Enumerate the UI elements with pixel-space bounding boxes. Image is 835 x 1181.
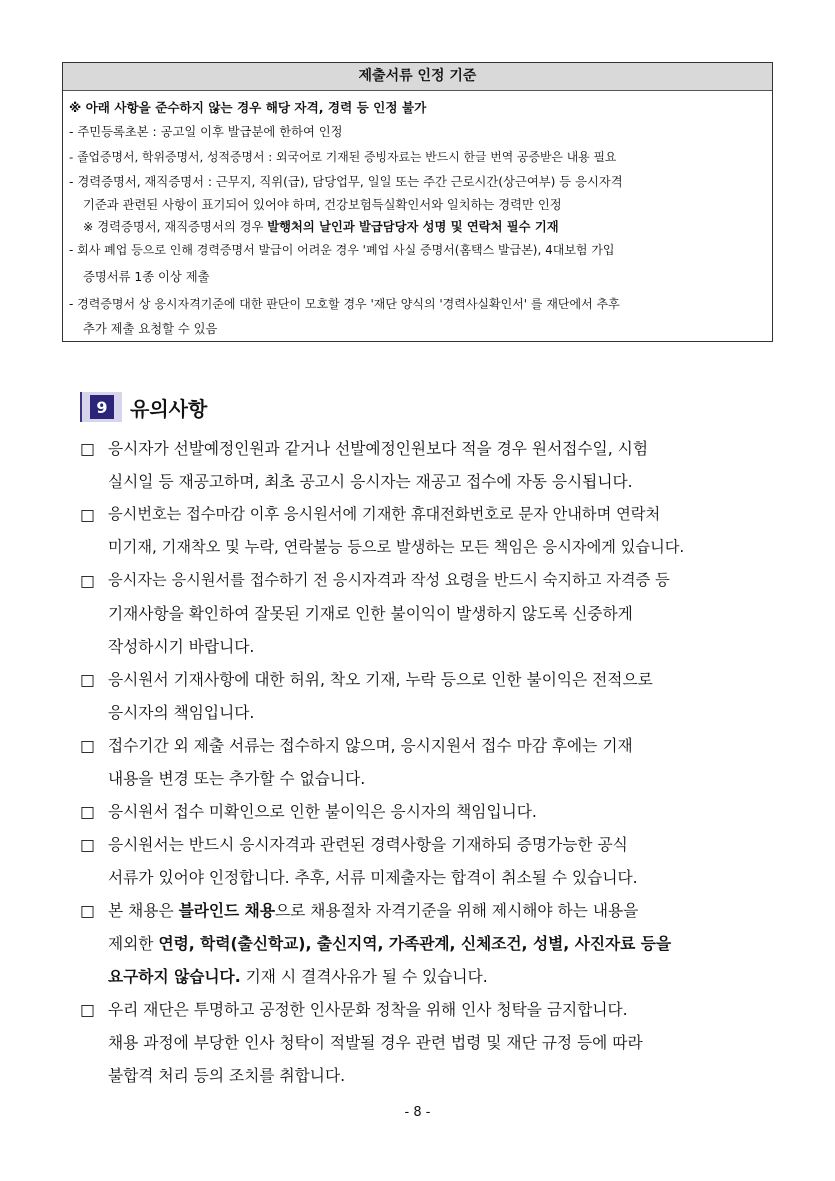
note-text: 불합격 처리 등의 조치를 취합니다. (108, 1066, 346, 1085)
criteria-line: 증명서류 1종 이상 제출 (83, 270, 210, 284)
list-item (80, 432, 780, 498)
section-number-badge (80, 392, 122, 422)
list-item (80, 795, 780, 828)
criteria-box-title: 제출서류 인정 기준 (63, 63, 772, 91)
criteria-note-emphasis: 발행처의 날인과 발급담당자 성명 및 연락처 필수 기재 (267, 220, 559, 234)
checkbox-square-icon: □ (80, 736, 95, 755)
list-item (80, 729, 780, 795)
note-text: 기재사항을 확인하여 잘못된 기재로 인한 불이익이 발생하지 않도록 신중하게 (108, 604, 633, 623)
notes-list (80, 432, 780, 1092)
criteria-line: - 회사 폐업 등으로 인해 경력증명서 발급이 어려운 경우 '폐업 사실 증명서(홈택스 발급본), 4대보험 가입 (69, 243, 615, 257)
note-text: 응시자의 책임입니다. (108, 703, 255, 722)
checkbox-square-icon: □ (80, 505, 95, 524)
checkbox-square-icon: □ (80, 802, 95, 821)
note-text: 채용 과정에 부당한 인사 청탁이 적발될 경우 관련 법령 및 재단 규정 등에 따라 (108, 1033, 643, 1052)
note-text-part: 본 채용은 (108, 901, 179, 920)
criteria-note-prefix: ※ 경력증명서, 재직증명서의 경우 (83, 220, 268, 234)
checkbox-square-icon: □ (80, 571, 95, 590)
list-item (80, 498, 780, 564)
note-text: 우리 재단은 투명하고 공정한 인사문화 정착을 위해 인사 청탁을 금지합니다. (108, 1000, 628, 1019)
note-text: 응시번호는 접수마감 이후 응시원서에 기재한 휴대전화번호로 문자 안내하며 연락처 (108, 505, 661, 523)
note-text: 작성하시기 바랍니다. (108, 637, 255, 656)
note-text: 서류가 있어야 인정합니다. 추후, 서류 미제출자는 합격이 취소될 수 있습니다. (108, 868, 638, 887)
criteria-line: - 주민등록초본 : 공고일 이후 발급분에 한하여 인정 (69, 125, 343, 139)
note-text-part: 기재 시 결격사유가 될 수 있습니다. (240, 967, 488, 986)
note-text: 응시원서는 반드시 응시자격과 관련된 경력사항을 기재하되 증명가능한 공식 (108, 835, 628, 854)
section-heading (80, 392, 207, 422)
section-number: 9 (90, 395, 114, 419)
note-emphasis: 연령, 학력(출신학교), 출신지역, 가족관계, 신체조건, 성별, 사진자료 등을 (158, 934, 672, 953)
note-text: 접수기간 외 제출 서류는 접수하지 않으며, 응시지원서 접수 마감 후에는 기재 (108, 736, 633, 755)
criteria-line: - 졸업증명서, 학위증명서, 성적증명서 : 외국어로 기재된 증빙자료는 반드시 한글 번역 공증받은 내용 필요 (69, 150, 617, 164)
criteria-warning: ※ 아래 사항을 준수하지 않는 경우 해당 자격, 경력 등 인정 불가 (69, 100, 427, 115)
checkbox-square-icon: □ (80, 901, 95, 920)
list-item (80, 828, 780, 894)
note-emphasis: 블라인드 채용 (178, 901, 275, 920)
checkbox-square-icon: □ (80, 439, 95, 458)
note-text: 응시원서 접수 미확인으로 인한 불이익은 응시자의 책임입니다. (108, 802, 537, 821)
note-text: 내용을 변경 또는 추가할 수 없습니다. (108, 769, 366, 788)
list-item (80, 564, 780, 663)
checkbox-square-icon: □ (80, 670, 95, 689)
note-text: 응시원서 기재사항에 대한 허위, 착오 기재, 누락 등으로 인한 불이익은 전적으로 (108, 670, 653, 689)
criteria-line: - 경력증명서 상 응시자격기준에 대한 판단이 모호할 경우 '재단 양식의 '경력사실확인서' 를 재단에서 추후 (69, 297, 620, 311)
document-criteria-box (62, 62, 773, 342)
criteria-box-body (63, 91, 772, 342)
note-text-part: 으로 채용절차 자격기준을 위해 제시해야 하는 내용을 (274, 901, 639, 920)
criteria-line: 기준과 관련된 사항이 표기되어 있어야 하며, 건강보험득실확인서와 일치하는 경력만 인정 (83, 198, 562, 212)
note-text: 미기재, 기재착오 및 누락, 연락불능 등으로 발생하는 모든 책임은 응시자에게 있습니다. (108, 538, 685, 556)
note-text: 응시자는 응시원서를 접수하기 전 응시자격과 작성 요령을 반드시 숙지하고 자격증 등 (108, 571, 670, 589)
note-text-part: 제외한 (108, 934, 159, 953)
checkbox-square-icon: □ (80, 835, 95, 854)
page-number: - 8 - (404, 1105, 431, 1120)
note-text (108, 927, 780, 960)
list-item (80, 993, 780, 1092)
note-text (108, 960, 780, 993)
list-item (80, 663, 780, 729)
criteria-line: - 경력증명서, 재직증명서 : 근무지, 직위(급), 담당업무, 일일 또는 주간 근로시간(상근여부) 등 응시자격 (69, 175, 623, 189)
note-text: 실시일 등 재공고하며, 최초 공고시 응시자는 재공고 접수에 자동 응시됩니다. (108, 472, 633, 491)
checkbox-square-icon: □ (80, 1000, 95, 1019)
note-text (108, 894, 780, 927)
criteria-line: 추가 제출 요청할 수 있음 (83, 322, 218, 336)
list-item (80, 894, 780, 993)
note-emphasis: 요구하지 않습니다. (108, 967, 241, 986)
note-text: 응시자가 선발예정인원과 같거나 선발예정인원보다 적을 경우 원서접수일, 시험 (108, 439, 648, 458)
criteria-note-line (69, 216, 766, 238)
section-title: 유의사항 (130, 396, 208, 421)
